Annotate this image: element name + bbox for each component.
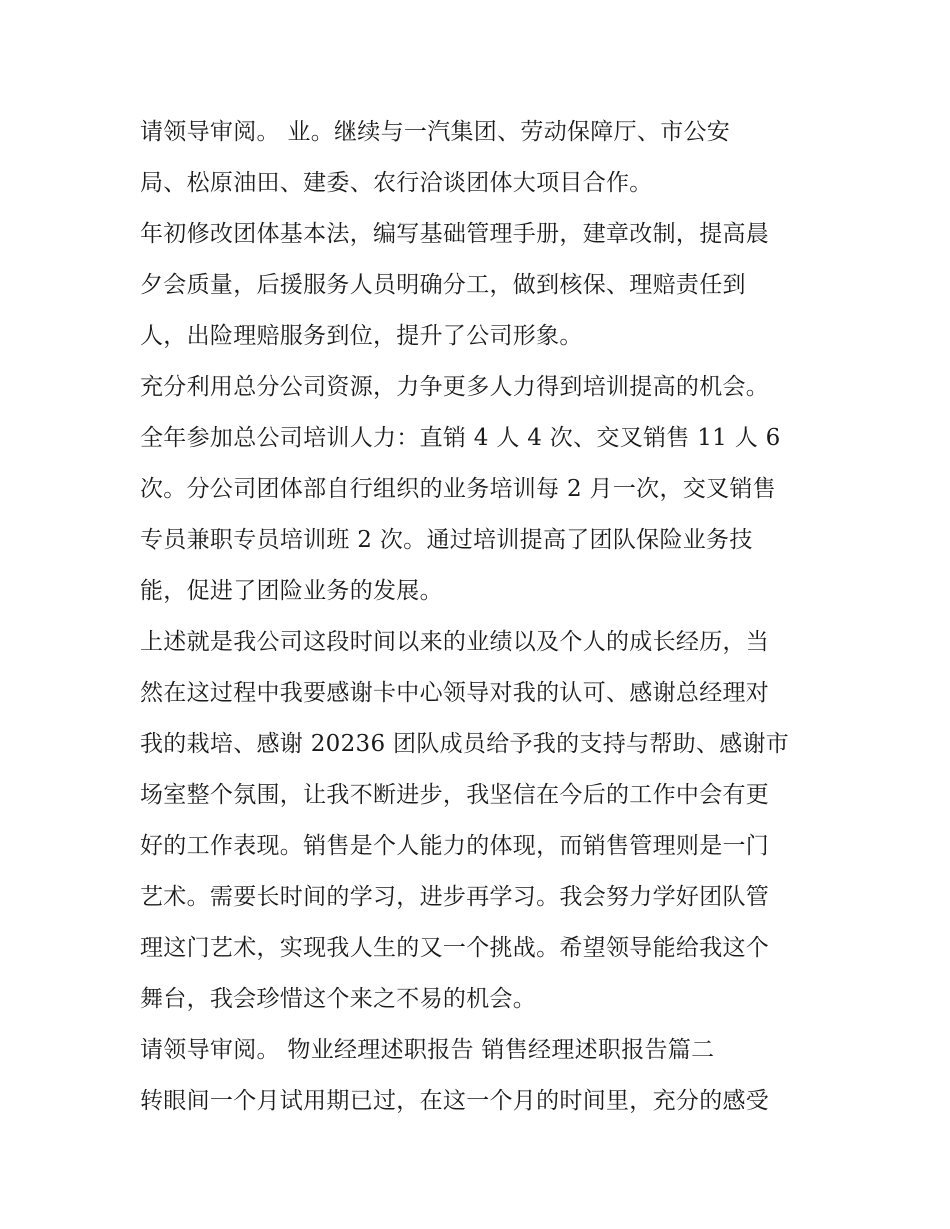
text-line-1: 请领导审阅。 业。继续与一汽集团、劳动保障厅、市公安 [140,119,731,145]
text-line-11: 上述就是我公司这段时间以来的业绩以及个人的成长经历，当 [140,629,770,655]
text-line-3: 年初修改团体基本法，编写基础管理手册，建章改制，提高晨 [140,221,770,247]
text-line-18: 舞台，我会珍惜这个来之不易的机会。 [140,986,537,1012]
text-line-10: 能，促进了团险业务的发展。 [140,578,443,604]
text-line-12: 然在这过程中我要感谢卡中心领导对我的认可、感谢总经理对 [140,680,770,706]
text-line-8: 次。分公司团体部自行组织的业务培训每 2 月一次，交叉销售 [140,476,776,502]
text-line-2: 局、松原油田、建委、农行洽谈团体大项目合作。 [140,170,653,196]
text-line-14: 场室整个氛围，让我不断进步，我坚信在今后的工作中会有更 [140,782,770,808]
text-line-15: 好的工作表现。销售是个人能力的体现，而销售管理则是一门 [140,833,770,859]
text-line-6: 充分利用总分公司资源，力争更多人力得到培训提高的机会。 [140,374,770,400]
text-line-16: 艺术。需要长时间的学习，进步再学习。我会努力学好团队管 [140,884,770,910]
text-line-20: 转眼间一个月试用期已过，在这一个月的时间里，充分的感受 [140,1088,770,1114]
text-line-13: 我的栽培、感谢 20236 团队成员给予我的支持与帮助、感谢市 [140,731,790,757]
document-body [140,107,820,1127]
text-line-19: 请领导审阅。 物业经理述职报告 销售经理述职报告篇二 [140,1037,715,1063]
text-line-7: 全年参加总公司培训人力：直销 4 人 4 次、交叉销售 11 人 6 [140,425,781,451]
text-line-9: 专员兼职专员培训班 2 次。通过培训提高了团队保险业务技 [140,527,753,553]
text-line-17: 理这门艺术，实现我人生的又一个挑战。希望领导能给我这个 [140,935,770,961]
text-line-5: 人，出险理赔服务到位，提升了公司形象。 [140,323,583,349]
text-line-4: 夕会质量，后援服务人员明确分工，做到核保、理赔责任到 [140,272,746,298]
